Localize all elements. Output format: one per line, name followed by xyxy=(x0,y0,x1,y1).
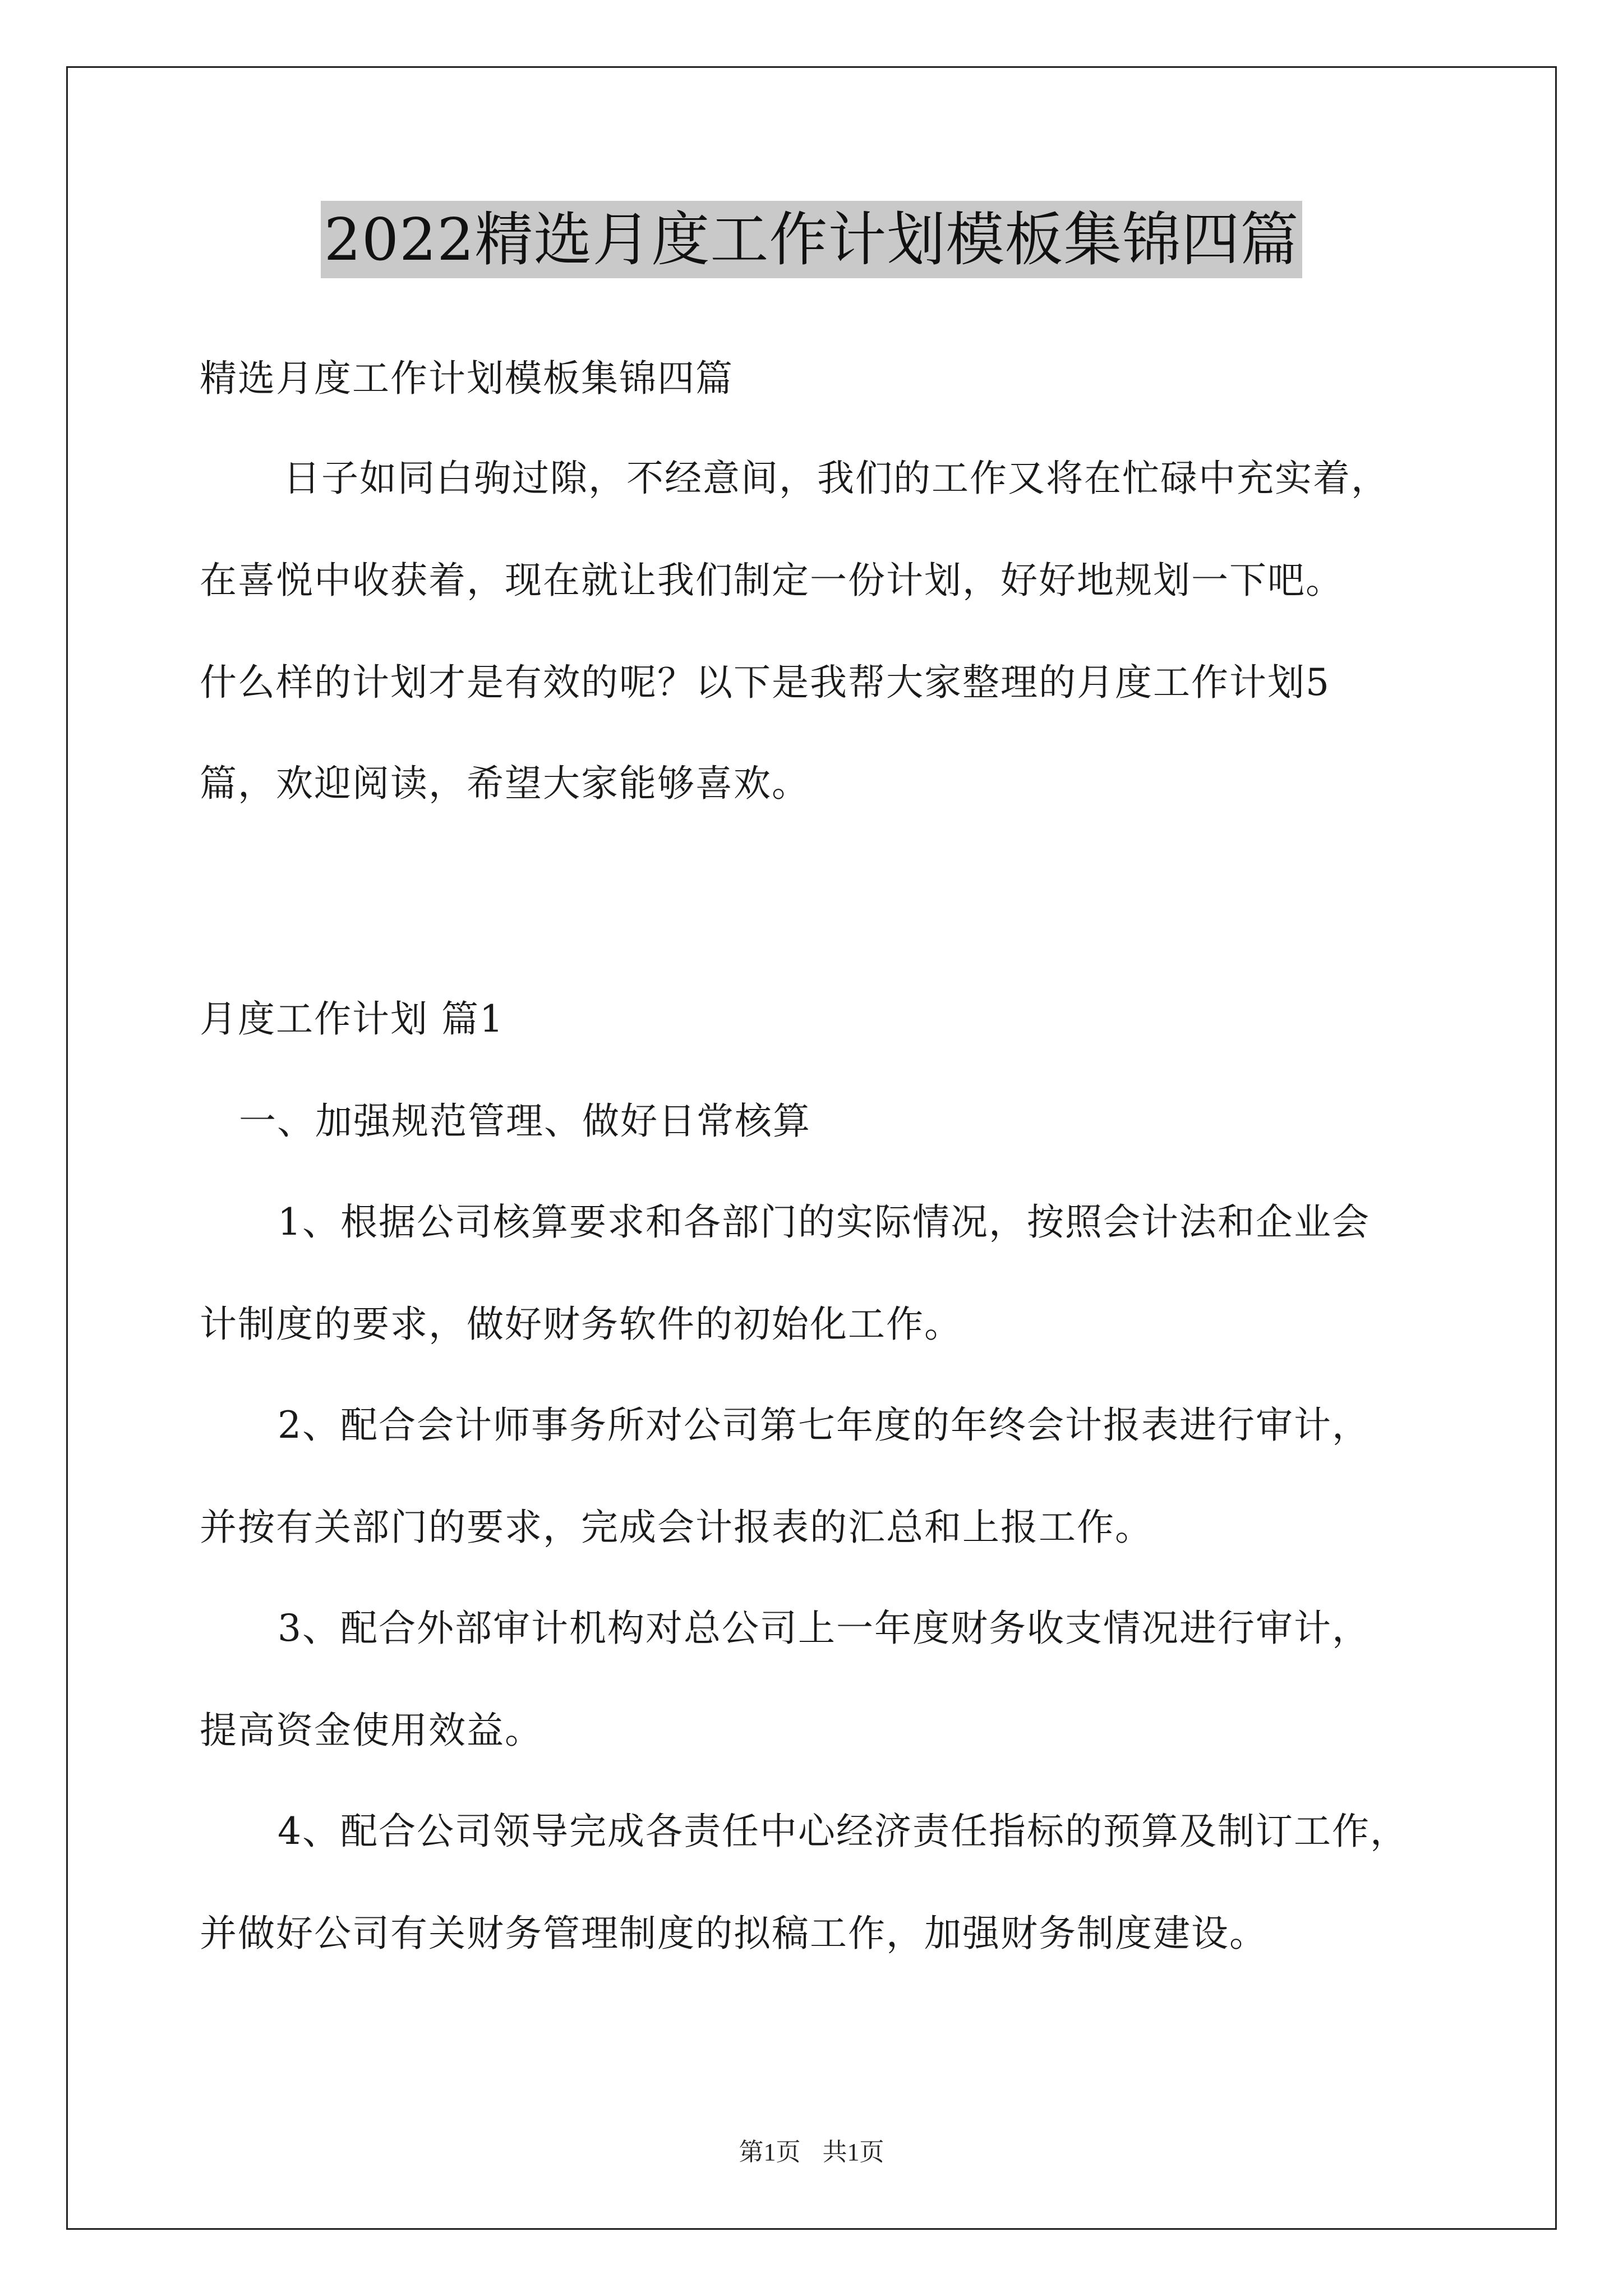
page-number-total: 共1页 xyxy=(822,2138,884,2166)
paragraph-line: 什么样的计划才是有效的呢？以下是我帮大家整理的月度工作计划5 xyxy=(200,661,1330,704)
document-title: 2022精选月度工作计划模板集锦四篇 xyxy=(321,201,1303,278)
paragraph-line: 篇，欢迎阅读，希望大家能够喜欢。 xyxy=(200,762,810,805)
paragraph-line: 3、配合外部审计机构对总公司上一年度财务收支情况进行审计， xyxy=(278,1607,1370,1650)
paragraph-line: 4、配合公司领导完成各责任中心经济责任指标的预算及制订工作， xyxy=(278,1810,1408,1853)
paragraph-line: 提高资金使用效益。 xyxy=(200,1709,543,1752)
paragraph-line: 日子如同白驹过隙，不经意间，我们的工作又将在忙碌中充实着， xyxy=(283,457,1389,500)
paragraph-line: 2、配合会计师事务所对公司第七年度的年终会计报表进行审计， xyxy=(278,1404,1370,1447)
page-number-current: 第1页 xyxy=(739,2138,801,2166)
section-heading: 月度工作计划 篇1 xyxy=(200,997,504,1041)
title-container xyxy=(0,201,1623,278)
paragraph-line: 并做好公司有关财务管理制度的拟稿工作，加强财务制度建设。 xyxy=(200,1912,1267,1955)
paragraph-line: 并按有关部门的要求，完成会计报表的汇总和上报工作。 xyxy=(200,1506,1153,1549)
paragraph-line: 计制度的要求，做好财务软件的初始化工作。 xyxy=(200,1303,962,1346)
paragraph-line: 1、根据公司核算要求和各部门的实际情况，按照会计法和企业会 xyxy=(278,1200,1370,1244)
subsection-heading: 一、加强规范管理、做好日常核算 xyxy=(239,1099,811,1143)
subtitle-line: 精选月度工作计划模板集锦四篇 xyxy=(200,357,734,400)
paragraph-line: 在喜悦中收获着，现在就让我们制定一份计划，好好地规划一下吧。 xyxy=(200,559,1344,602)
page-footer xyxy=(0,2132,1623,2168)
